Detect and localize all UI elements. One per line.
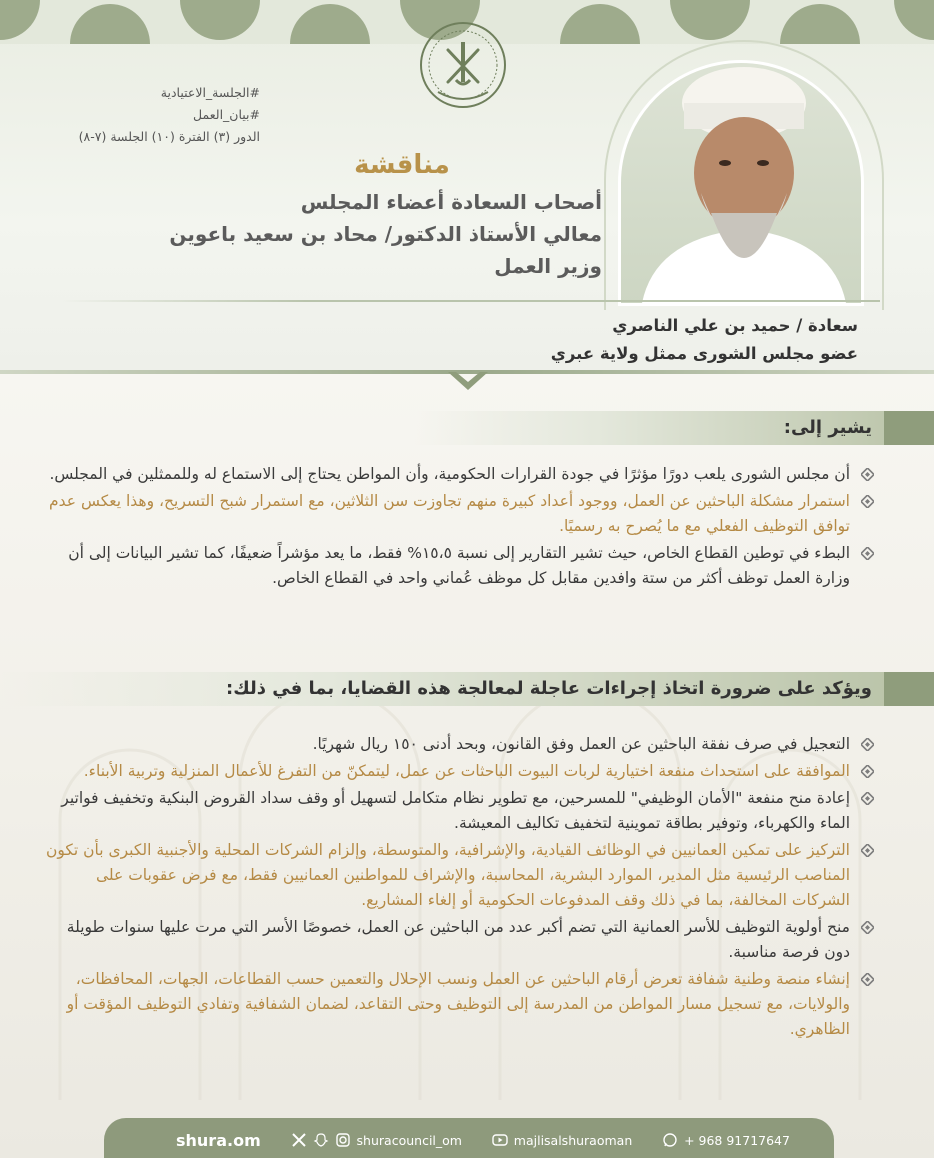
hashtag-session[interactable]: #الجلسة_الاعتيادية: [160, 85, 260, 100]
section-heading-points: يشير إلى:: [414, 411, 934, 445]
footer-bar: [104, 1118, 834, 1158]
list-item: [44, 915, 874, 965]
list-item: [44, 759, 874, 784]
whatsapp-group[interactable]: [662, 1132, 790, 1148]
diamond-bullet-icon: [861, 738, 874, 751]
portrait-illustration: [621, 63, 864, 306]
website-link[interactable]: shura.om: [176, 1130, 261, 1150]
list-item: [44, 732, 874, 757]
list-item-text: إنشاء منصة وطنية شفافة تعرض أرقام الباحثين عن العمل ونسب الإحلال والتعمين حسب القطاعات، الجهات، المحافظات، والولايات، مع تسجيل مسار المواطن من المدرسة إلى التوظيف وحتى التقاعد، لضمان الشفافية وتفادي التوظيف المؤقت أو الظاهري.: [66, 970, 850, 1038]
list-item-text: التعجيل في صرف نفقة الباحثين عن العمل وفق القانون، وبحد أدنى ١٥٠ ريال شهريًا.: [312, 735, 850, 753]
divider-ornament: [448, 366, 488, 392]
diamond-bullet-icon: [861, 973, 874, 986]
diamond-bullet-icon: [861, 495, 874, 508]
whatsapp-icon[interactable]: [662, 1132, 678, 1148]
list-item-text: الموافقة على استحداث منفعة اختيارية لربات البيوت الباحثات عن عمل، ليتمكنّ من التفرغ للأعمال المنزلية وتربية الأبناء.: [83, 762, 850, 780]
speaker-info: [358, 312, 858, 368]
diamond-bullet-icon: [861, 921, 874, 934]
session-info: الدور (٣) الفترة (١٠) الجلسة (٧-٨): [78, 129, 260, 144]
social-handle[interactable]: shuracouncil_om: [356, 1132, 462, 1148]
subtitle-minister: معالي الأستاذ الدكتور/ محاد بن سعيد باعوين: [169, 222, 602, 246]
list-item: [44, 462, 874, 487]
list-item: [44, 541, 874, 591]
majlis-emblem-logo: [418, 20, 508, 110]
x-icon[interactable]: [291, 1132, 307, 1148]
youtube-icon[interactable]: [492, 1132, 508, 1148]
speaker-role: عضو مجلس الشورى ممثل ولاية عبري: [550, 344, 858, 363]
list-item-text: إعادة منح منفعة "الأمان الوظيفي" للمسرحين، مع تطوير نظام متكامل لتسهيل أو وقف سداد القروض البنكية وتخفيف فواتير الماء والكهرباء، وتوفير بطاقة تموينية لتخفيف تكاليف المعيشة.: [61, 789, 850, 832]
youtube-group[interactable]: [492, 1132, 632, 1148]
subtitle-ministry: وزير العمل: [494, 254, 602, 278]
subtitle-members: أصحاب السعادة أعضاء المجلس: [300, 190, 602, 214]
list-item-text: أن مجلس الشورى يلعب دورًا مؤثرًا في جودة القرارات الحكومية، وأن المواطن يحتاج إلى الاستماع له وللممثلين في المجلس.: [49, 465, 850, 483]
list-item: [44, 489, 874, 539]
diamond-bullet-icon: [861, 792, 874, 805]
list-item-text: استمرار مشكلة الباحثين عن العمل، ووجود أعداد كبيرة منهم تجاوزت سن الثلاثين، مع استمرار شبح التسريح، وهذا يعكس عدم توافق التوظيف الفعلي مع ما يُصرح به رسميًا.: [49, 492, 850, 535]
list-item-text: منح أولوية التوظيف للأسر العمانية التي تضم أكبر عدد من الباحثين عن العمل، خصوصًا الأسر التي مرت عليها سنوات طويلة دون فرصة مناسبة.: [66, 918, 850, 961]
instagram-icon[interactable]: [335, 1132, 351, 1148]
speaker-divider-line: [60, 300, 880, 302]
list-item: [44, 838, 874, 913]
title-block: [42, 150, 602, 282]
list-item-text: البطء في توطين القطاع الخاص، حيث تشير التقارير إلى نسبة ١٥،٥% فقط، ما يعد مؤشراً ضعيفًا، كما تشير البيانات إلى أن وزارة العمل توظف أكثر من ستة وافدين مقابل كل موظف عُماني واحد في القطاع الخاص.: [68, 544, 850, 587]
snapchat-icon[interactable]: [313, 1132, 329, 1148]
page-title: مناقشة: [354, 150, 450, 180]
social-handle-group[interactable]: [291, 1132, 462, 1148]
measures-list: [44, 732, 874, 1044]
phone-number[interactable]: + 968 91717647: [684, 1132, 790, 1148]
speaker-portrait: [618, 60, 864, 306]
list-item: [44, 786, 874, 836]
diamond-bullet-icon: [861, 468, 874, 481]
section-heading-measures: ويؤكد على ضرورة اتخاذ إجراءات عاجلة لمعالجة هذه القضايا، بما في ذلك:: [0, 672, 934, 706]
points-list: [44, 462, 874, 593]
list-item-text: التركيز على تمكين العمانيين في الوظائف القيادية، والإشرافية، والمتوسطة، وإلزام الشركات المحلية والأجنبية الكبرى بأن تكون المناصب الرئيسية مثل المدير، الموارد البشرية، المحاسبة، والإشراف للمواطنين العمانيين فقط، مع فرض عقوبات على الشركات المخالفة، بما في ذلك وقف المدفوعات الحكومية أو إلغاء المشاريع.: [45, 841, 850, 909]
hashtags-block: [30, 82, 260, 148]
speaker-name: سعادة / حميد بن علي الناصري: [612, 316, 858, 335]
list-item: [44, 967, 874, 1042]
youtube-handle[interactable]: majlisalshuraoman: [513, 1132, 633, 1148]
diamond-bullet-icon: [861, 844, 874, 857]
hashtag-labor[interactable]: #بيان_العمل: [193, 107, 260, 122]
diamond-bullet-icon: [861, 765, 874, 778]
diamond-bullet-icon: [861, 547, 874, 560]
